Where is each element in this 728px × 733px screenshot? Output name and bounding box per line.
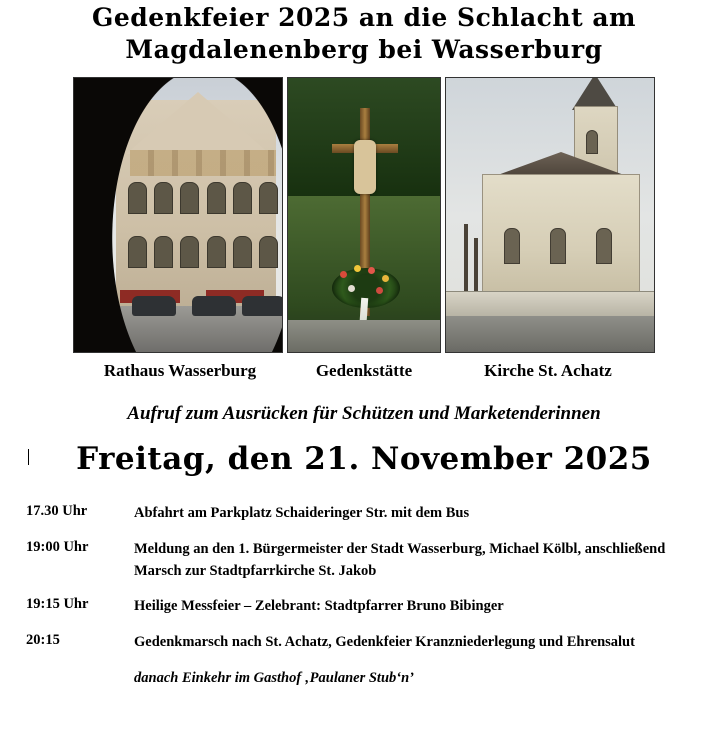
photo-flower (348, 285, 355, 292)
schedule-row (26, 632, 728, 654)
schedule-row (26, 539, 728, 583)
title-line-1: Gedenkfeier 2025 an die Schlacht am (92, 3, 636, 32)
photo-path (288, 320, 440, 352)
schedule-description: Heilige Messfeier – Zelebrant: Stadtpfarrer Bruno Bibinger (134, 598, 504, 615)
photo-kirche-st-achatz (445, 77, 655, 353)
photo-strip (0, 77, 728, 353)
schedule-row (26, 596, 728, 618)
photo-church-window (504, 228, 520, 264)
schedule-time: 19:00 Uhr (26, 538, 89, 555)
photo-tower-window (586, 130, 598, 154)
page-title (0, 0, 728, 66)
schedule-time: 20:15 (26, 632, 60, 648)
photo-flower (376, 287, 383, 294)
margin-tick (28, 449, 29, 465)
photo-wall (446, 291, 654, 318)
photo-rathaus-wasserburg (73, 77, 283, 353)
photo-flower (382, 275, 389, 282)
schedule-time: 17.30 Uhr (26, 503, 88, 519)
schedule-description: Abfahrt am Parkplatz Schaideringer Str. mit dem Bus (134, 505, 470, 521)
schedule-row (26, 503, 728, 525)
photo-road (446, 316, 654, 352)
footnote: danach Einkehr im Gasthof ‚Paulaner Stub‘n’ (134, 669, 414, 686)
caption-gedenkstaette: Gedenkstätte (315, 361, 413, 380)
photo-tree (474, 238, 478, 294)
photo-church-window (596, 228, 612, 264)
photo-archway-silhouette (74, 78, 282, 352)
call-to-action: Aufruf zum Ausrücken für Schützen und Marketenderinnen (127, 403, 601, 424)
photo-gedenkstaette (287, 77, 441, 353)
photo-flower (354, 265, 361, 272)
schedule-description: Meldung an den 1. Bürgermeister der Stadt Wasserburg, Michael Kölbl, anschließend Marsch zur Stadtpfarrkirche St. Jakob (134, 540, 666, 579)
schedule-description: Gedenkmarsch nach St. Achatz, Gedenkfeier Kranzniederlegung und Ehrensalut (134, 634, 635, 650)
photo-flower (340, 271, 347, 278)
photo-flower (368, 267, 375, 274)
title-line-2: Magdalenenberg bei Wasserburg (125, 35, 603, 64)
photo-captions (0, 361, 728, 381)
photo-church-window (550, 228, 566, 264)
schedule-list (26, 503, 728, 654)
caption-kirche-st-achatz: Kirche St. Achatz (484, 361, 612, 380)
photo-corpus (354, 140, 376, 194)
photo-tree (464, 224, 468, 294)
schedule-time: 19:15 Uhr (26, 596, 89, 613)
caption-rathaus-wasserburg: Rathaus Wasserburg (103, 361, 257, 380)
date-headline: Freitag, den 21. November 2025 (76, 441, 652, 477)
